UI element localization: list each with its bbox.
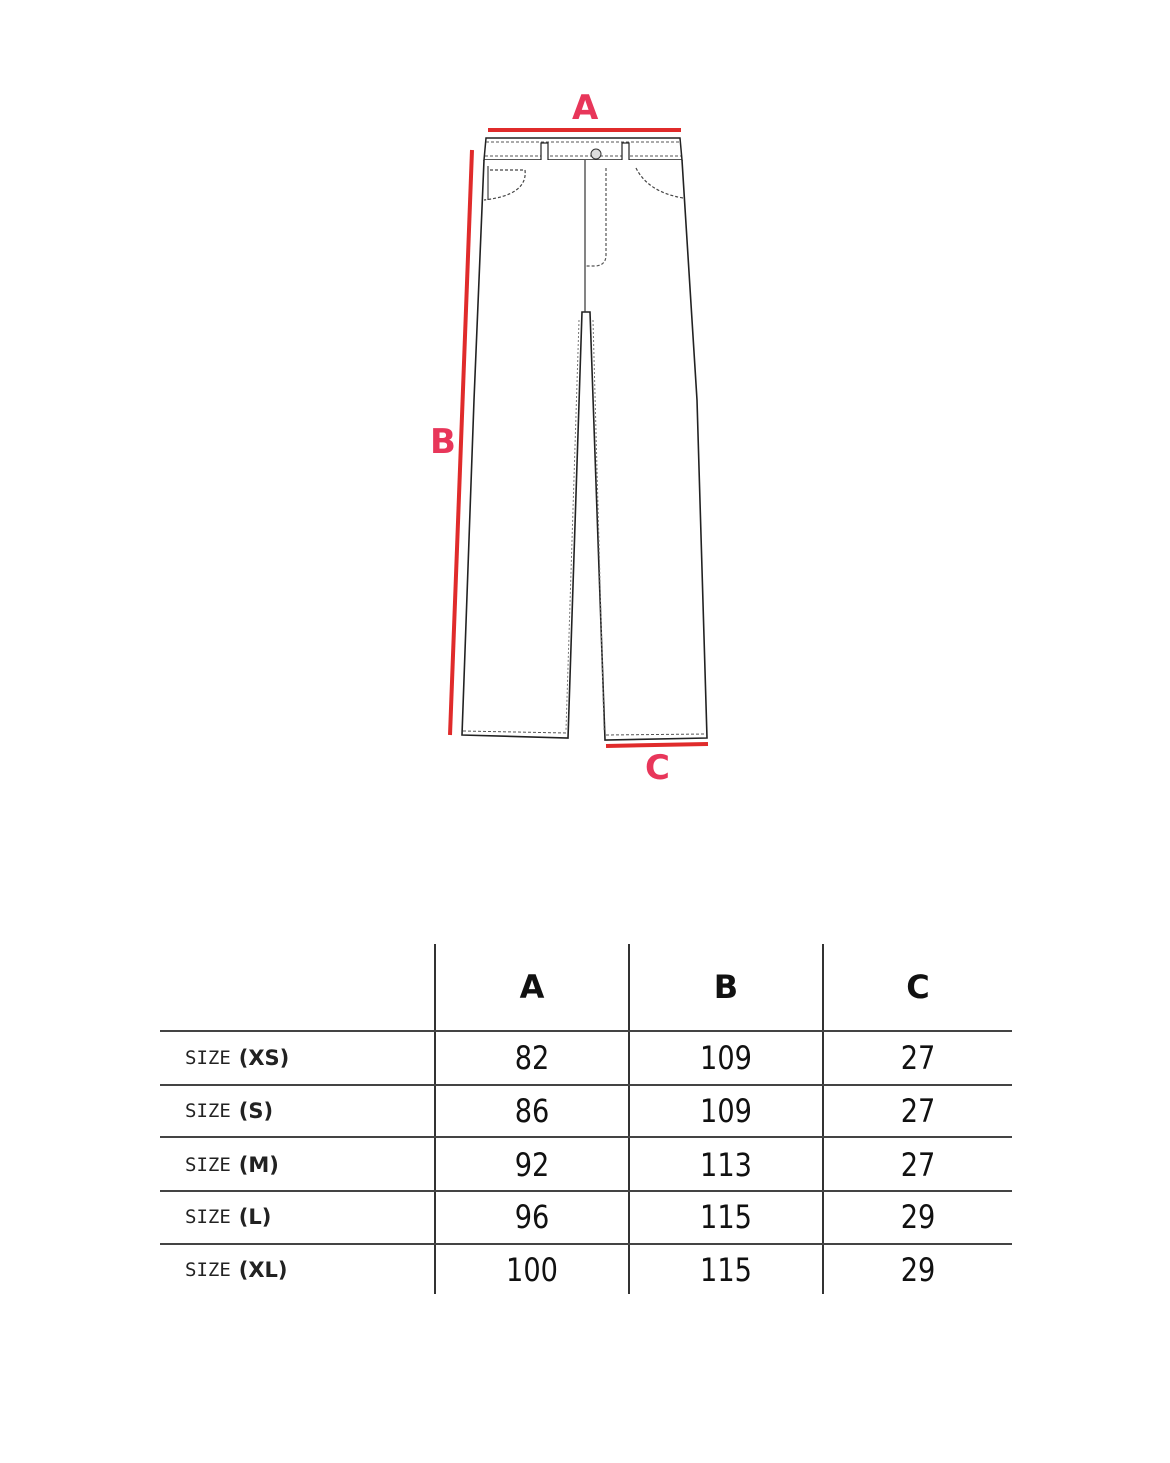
table-row-label xyxy=(185,1032,289,1084)
table-cell: 29 xyxy=(900,1198,936,1236)
table-cell: 115 xyxy=(700,1251,752,1289)
table-row-label xyxy=(185,1139,279,1191)
measure-label-c: C xyxy=(645,748,670,788)
table-row-label xyxy=(185,1244,288,1296)
size-prefix: SIZE xyxy=(185,1047,231,1069)
column-header-c: C xyxy=(906,968,930,1006)
table-cell: 113 xyxy=(700,1146,752,1184)
size-name: (S) xyxy=(238,1099,274,1123)
table-cell: 27 xyxy=(900,1092,936,1130)
size-prefix: SIZE xyxy=(185,1100,231,1122)
table-cell: 115 xyxy=(700,1198,752,1236)
table-row-label xyxy=(185,1085,273,1137)
table-cell: 109 xyxy=(700,1092,752,1130)
table-cell: 100 xyxy=(506,1251,558,1289)
size-name: (XS) xyxy=(238,1046,290,1070)
size-name: (XL) xyxy=(238,1258,288,1282)
size-prefix: SIZE xyxy=(185,1259,231,1281)
size-name: (L) xyxy=(238,1205,272,1229)
size-prefix: SIZE xyxy=(185,1154,231,1176)
column-header-b: B xyxy=(713,968,739,1006)
table-cell: 29 xyxy=(900,1251,936,1289)
table-cell: 82 xyxy=(514,1039,550,1077)
table-cell: 86 xyxy=(514,1092,550,1130)
table-cell: 27 xyxy=(900,1039,936,1077)
table-row-label xyxy=(185,1191,271,1243)
table-cell: 109 xyxy=(700,1039,752,1077)
size-table xyxy=(160,944,1012,1294)
table-cell: 27 xyxy=(900,1146,936,1184)
table-cell: 92 xyxy=(514,1146,550,1184)
measure-label-a: A xyxy=(572,88,599,128)
table-cell: 96 xyxy=(514,1198,550,1236)
size-prefix: SIZE xyxy=(185,1206,231,1228)
column-header-a: A xyxy=(519,968,545,1006)
size-name: (M) xyxy=(238,1153,279,1177)
measure-label-b: B xyxy=(430,422,456,462)
